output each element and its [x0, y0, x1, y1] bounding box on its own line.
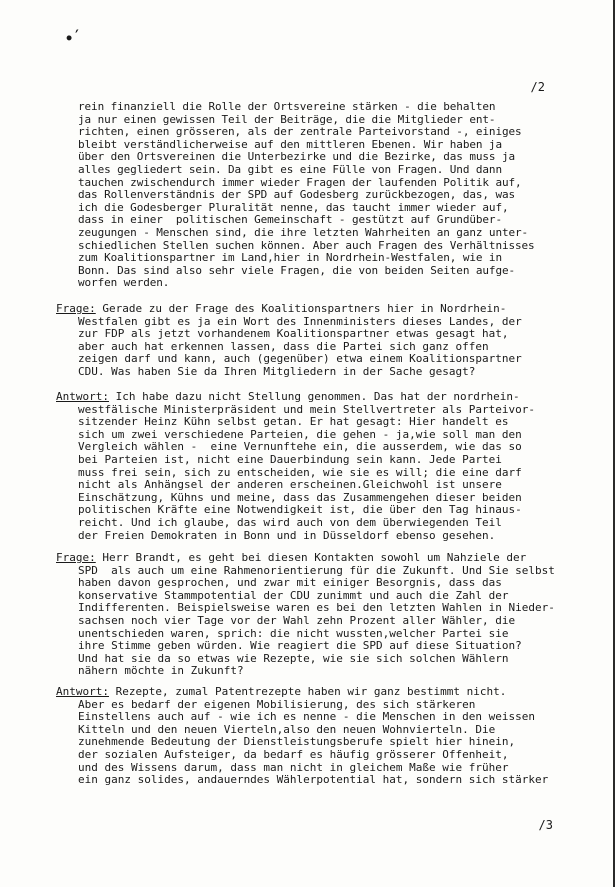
- text-line: Kitteln und den neuen Vierteln,also den neuen Wohnvierteln. Die: [78, 722, 496, 736]
- text-line: sachsen noch vier Tage vor der Wahl zehn Prozent aller Wähler, die: [78, 613, 516, 627]
- handwritten-mark: •´: [63, 28, 84, 48]
- text-line: [56, 391, 596, 404]
- text-line: nicht als Anhängsel der anderen erscheinen.Gleichwohl ist unsere: [78, 478, 502, 492]
- text-line: aber auch hat erkennen lassen, dass die Partei sich ganz offen: [78, 339, 489, 353]
- text-line: zeigen darf und kann, auch (gegenüber) etwa einem Koalitionspartner: [78, 352, 522, 366]
- line-text: Rezepte, zumal Patentrezepte haben wir ganz bestimmt nicht.: [108, 685, 507, 698]
- text-line: [56, 303, 596, 316]
- text-line: ja nur einen gewissen Teil der Beiträge, die die Mitglieder ent-: [78, 112, 496, 126]
- line-text: Gerade zu der Frage des Koalitionspartners hier in Nordrhein-: [95, 302, 507, 315]
- text-line: haben davon gesprochen, und zwar mit einiger Besorgnis, dass das: [78, 576, 502, 590]
- answer-2: [56, 686, 596, 787]
- text-line: [56, 552, 596, 565]
- text-line: rein finanziell die Rolle der Ortsvereine stärken - die behalten: [78, 101, 496, 113]
- text-line: bei Parteien ist, nicht eine Dauerbindung sein kann. Jede Partei: [78, 452, 502, 466]
- text-line: und des Wissens darum, dass man nicht in gleichem Maße wie früher: [78, 760, 509, 774]
- text-line: zunehmende Bedeutung der Dienstleistungsberufe spielt hier hinein,: [78, 735, 516, 749]
- text-line: zeugungen - Menschen sind, die ihre letzten Wahrheiten an ganz unter-: [78, 225, 529, 239]
- text-line: Bonn. Das sind also sehr viele Fragen, die von beiden Seiten aufge-: [78, 263, 516, 277]
- text-line: ihre Stimme geben würden. Wie reagiert die SPD auf diese Situation?: [78, 639, 522, 653]
- text-line: sich um zwei verschiedene Parteien, die gehen - ja,wie soll man den: [78, 427, 522, 441]
- text-line: unentschieden waren, sprich: die nicht wussten,welcher Partei sie: [78, 626, 509, 640]
- text-line: sitzender Heinz Kühn selbst getan. Er hat gesagt: Hier handelt es: [78, 415, 509, 429]
- question-label: Frage:: [56, 551, 96, 564]
- text-line: reicht. Und ich glaube, das wird auch von dem überwiegenden Teil: [78, 515, 502, 529]
- answer-label: Antwort:: [56, 685, 109, 698]
- text-line: worfen werden.: [78, 276, 170, 290]
- text-line: Vergleich wählen - eine Vernunftehe ein, die ausserdem, wie das so: [78, 440, 522, 454]
- text-line: Indifferenten. Beispielsweise waren es bei den letzten Wahlen in Nieder-: [78, 601, 555, 615]
- text-line: Und hat sie da so etwas wie Rezepte, wie sie sich solchen Wählern: [78, 651, 509, 665]
- text-line: konservative Stammpotential der CDU zunimmt und auch die Zahl der: [78, 588, 509, 602]
- page-number-top: /2: [530, 80, 545, 94]
- text-line: der Freien Demokraten in Bonn und in Düsseldorf ebenso gesehen.: [78, 528, 496, 542]
- text-line: ich die Godesberger Pluralität nenne, das taucht immer wieder auf,: [78, 200, 509, 214]
- answer-label: Antwort:: [56, 390, 109, 403]
- intro-paragraph: [78, 101, 598, 290]
- text-line: SPD als auch um eine Rahmenorientierung für die Zukunft. Und Sie selbst: [78, 563, 555, 577]
- page-number-bottom: /3: [538, 818, 553, 832]
- text-line: westfälische Ministerpräsident und mein Stellvertreter als Parteivor-: [78, 402, 535, 416]
- text-line: richten, einen grösseren, als der zentrale Parteivorstand -, einiges: [78, 125, 522, 139]
- line-text: Herr Brandt, es geht bei diesen Kontakten sowohl um Nahziele der: [95, 551, 527, 564]
- text-line: politischen Kräfte eine Notwendigkeit ist, die über den Tag hinaus-: [78, 503, 522, 517]
- text-line: Einstellens auch auf - wie ich es nenne - die Menschen in den weissen: [78, 710, 535, 724]
- question-label: Frage:: [56, 302, 96, 315]
- text-line: tauchen zwischendurch immer wieder Fragen der laufenden Politik auf,: [78, 175, 522, 189]
- text-line: das Rollenverständnis der SPD auf Godesberg zurückbezogen, das, was: [78, 188, 516, 202]
- line-text: Ich habe dazu nicht Stellung genommen. Das hat der nordrhein-: [108, 390, 520, 403]
- text-line: CDU. Was haben Sie da Ihren Mitgliedern in der Sache gesagt?: [78, 364, 476, 378]
- text-line: [56, 686, 596, 699]
- text-line: Einschätzung, Kühns und meine, dass das Zusammengehen dieser beiden: [78, 490, 522, 504]
- text-line: schiedlichen Stellen suchen können. Aber auch Fragen des Verhältnisses: [78, 238, 535, 252]
- text-line: ein ganz solides, andauerndes Wählerpotential hat, sondern sich stärker: [78, 773, 549, 787]
- text-line: zum Koalitionspartner im Land,hier in Nordrhein-Westfalen, wie in: [78, 251, 502, 265]
- question-2: [56, 552, 596, 678]
- text-line: bleibt verständlicherweise auf den mittleren Ebenen. Wir haben ja: [78, 137, 502, 151]
- text-line: zur FDP als jetzt vorhandenem Koalitionspartner etwas gesagt hat,: [78, 327, 509, 341]
- text-line: über den Ortsvereinen die Unterbezirke und die Bezirke, das muss ja: [78, 150, 516, 164]
- text-line: muss frei sein, sich zu entscheiden, wie sie es will; die eine darf: [78, 465, 522, 479]
- text-line: Westfalen gibt es ja ein Wort des Innenministers dieses Landes, der: [78, 314, 522, 328]
- answer-1: [56, 391, 596, 542]
- text-line: der sozialen Aufsteiger, da bedarf es häufig grösserer Offenheit,: [78, 747, 509, 761]
- question-1: [56, 303, 596, 379]
- text-line: dass in einer politischen Gemeinschaft - gestützt auf Grundüber-: [78, 213, 502, 227]
- text-line: alles gegliedert sein. Da gibt es eine Fülle von Fragen. Und dann: [78, 162, 502, 176]
- text-line: nähern möchte in Zukunft?: [78, 664, 244, 678]
- text-line: Aber es bedarf der eigenen Mobilisierung, des sich stärkeren: [78, 697, 476, 711]
